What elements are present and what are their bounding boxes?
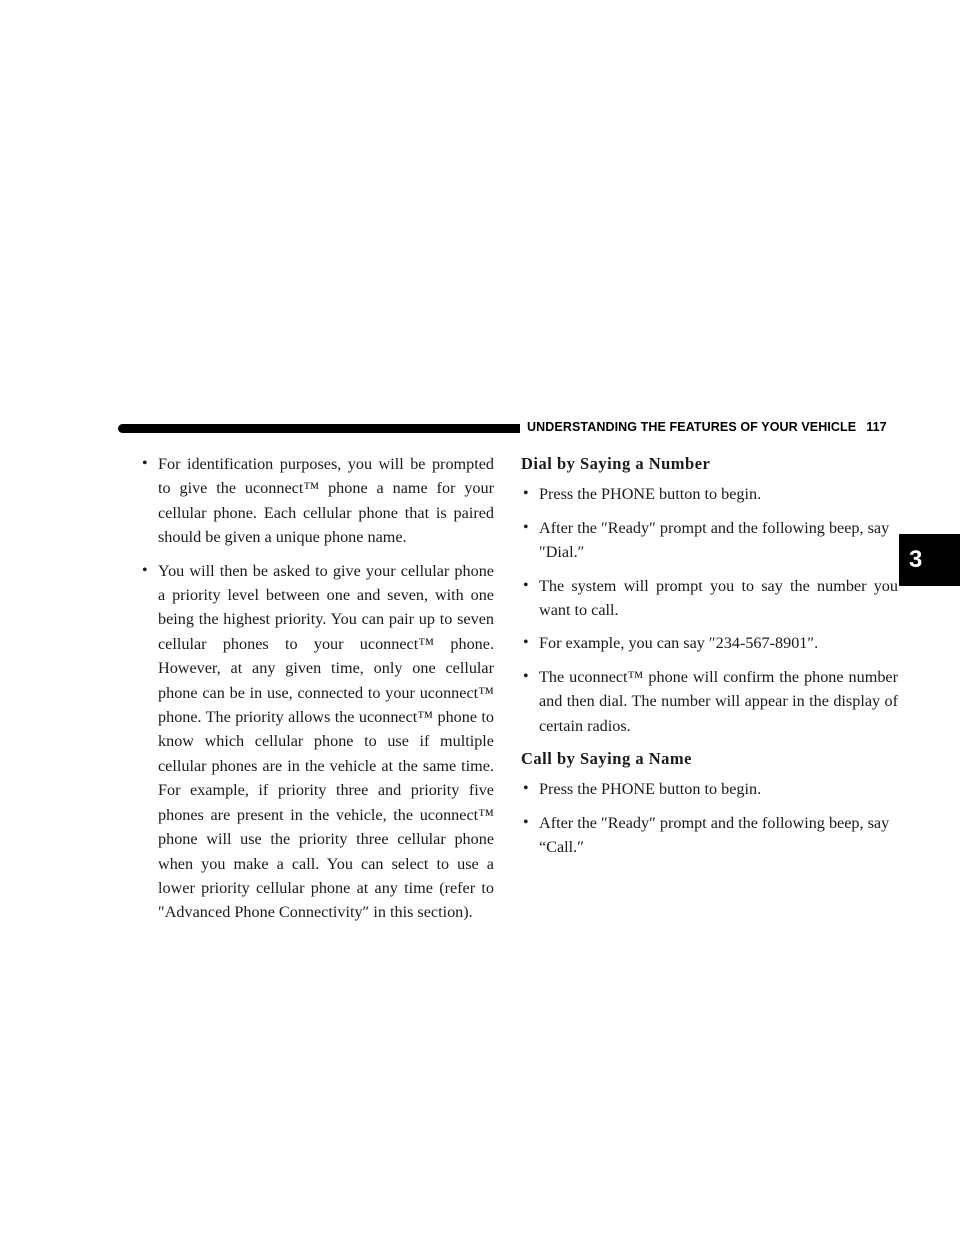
list-item xyxy=(521,516,898,565)
list-item-text: Press the PHONE button to begin. xyxy=(539,780,762,799)
list-item-text: After the ″Ready″ prompt and the following beep, say “Call.″ xyxy=(539,813,890,857)
list-item-text: The uconnect™ phone will confirm the phone number and then dial. The number will appear in the display of certain radios. xyxy=(539,667,898,735)
list-item xyxy=(140,452,494,550)
bullet-icon: • xyxy=(523,518,529,536)
list-item-text: The system will prompt you to say the number you want to call. xyxy=(539,576,898,620)
header-rule xyxy=(118,424,520,433)
list-item xyxy=(521,665,898,738)
bullet-icon: • xyxy=(523,780,529,798)
list-item xyxy=(521,811,898,860)
list-item-text: After the ″Ready″ prompt and the following beep, say ″Dial.″ xyxy=(539,518,890,562)
bullet-icon: • xyxy=(523,576,529,594)
list-item-text: Press the PHONE button to begin. xyxy=(539,485,762,504)
right-column xyxy=(521,452,898,869)
bullet-icon: • xyxy=(523,485,529,503)
list-item xyxy=(140,559,494,925)
chapter-tab: 3 xyxy=(899,534,960,586)
left-bullet-list xyxy=(140,452,494,925)
call-bullet-list xyxy=(521,777,898,859)
bullet-icon: • xyxy=(523,667,529,685)
left-column xyxy=(140,452,494,934)
list-item-text: For identification purposes, you will be prompted to give the uconnect™ phone a name for your cellular phone. Each cellular phone that is paired should be given a unique phone name. xyxy=(158,455,494,547)
bullet-icon: • xyxy=(523,813,529,831)
section-heading-call: Call by Saying a Name xyxy=(521,749,692,769)
list-item xyxy=(521,482,898,506)
header-title: UNDERSTANDING THE FEATURES OF YOUR VEHICLE xyxy=(527,420,857,434)
list-item-text: You will then be asked to give your cellular phone a priority level between one and seven, with one being the highest priority. You can pair up to seven cellular phones to your uconnect™ phone. However, at any given time, only one cellular phone can be in use, connected to your uconnect™ phone. The priority allows the uconnect™ phone to know which cellular phone to use if multiple cellular phones are in the vehicle at the same time. For example, if priority three and priority five phones are present in the vehicle, the uconnect™ phone will use the priority three cellular phone when you make a call. You can select to use a lower priority cellular phone at any time (refer to ″Advanced Phone Connectivity″ in this section). xyxy=(158,561,494,922)
bullet-icon: • xyxy=(142,455,148,472)
list-item-text: For example, you can say ″234-567-8901″. xyxy=(539,634,819,653)
dial-bullet-list xyxy=(521,482,898,738)
bullet-icon: • xyxy=(523,634,529,652)
list-item xyxy=(521,574,898,623)
list-item xyxy=(521,777,898,801)
section-heading-dial: Dial by Saying a Number xyxy=(521,454,711,473)
running-header xyxy=(527,420,907,434)
bullet-icon: • xyxy=(142,561,148,579)
page-number: 117 xyxy=(866,420,887,434)
list-item xyxy=(521,631,898,655)
